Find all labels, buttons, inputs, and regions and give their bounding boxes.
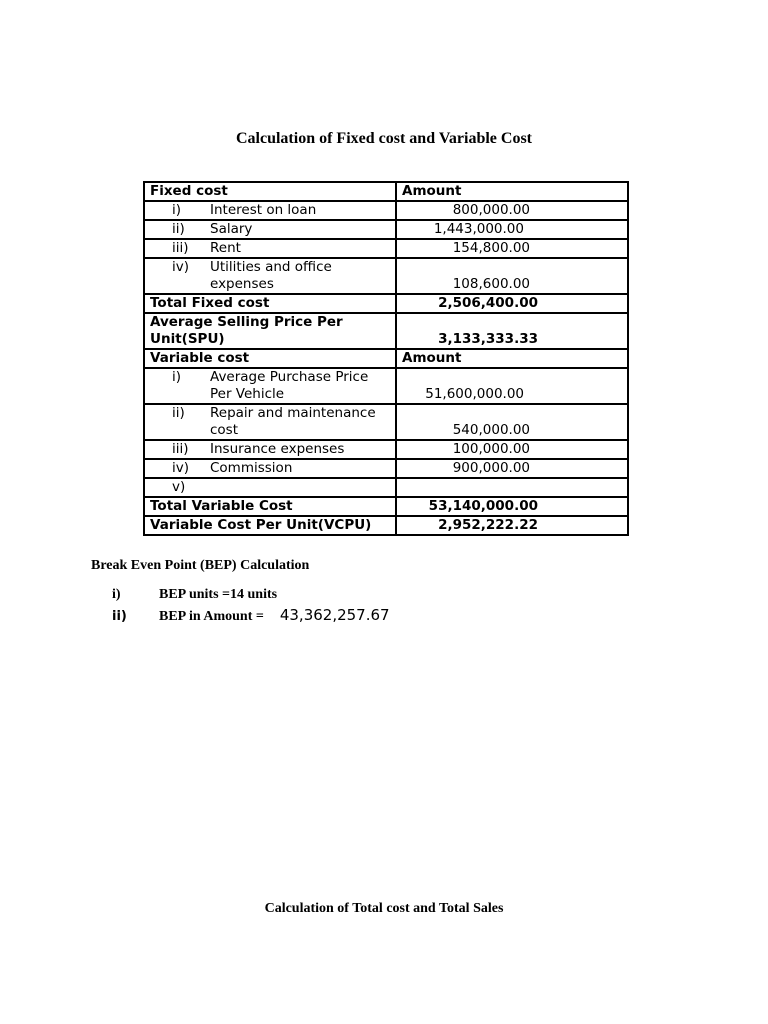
row-number: iv) xyxy=(172,460,190,476)
row-label: Interest on loan xyxy=(210,202,317,218)
total-fixed-label: Total Fixed cost xyxy=(144,294,396,313)
vcpu-row xyxy=(144,516,628,535)
row-amount: 100,000.00 xyxy=(396,440,628,459)
total-variable-amount: 53,140,000.00 xyxy=(396,497,628,516)
variable-cost-header: Variable cost xyxy=(144,349,396,368)
table-row xyxy=(144,201,628,220)
row-number: iv) xyxy=(172,259,190,275)
table-row xyxy=(144,440,628,459)
row-amount: 540,000.00 xyxy=(396,404,628,440)
cost-table xyxy=(143,181,629,536)
table-row xyxy=(144,220,628,239)
bep-item-number: i) xyxy=(112,587,121,602)
bep-units-text: BEP units =14 units xyxy=(159,587,278,602)
total-fixed-row xyxy=(144,294,628,313)
row-label: Utilities and office expenses xyxy=(210,259,332,292)
amount-header: Amount xyxy=(396,182,628,201)
row-number: iii) xyxy=(172,441,189,457)
bep-item-number: ii) xyxy=(112,609,127,624)
variable-header-row xyxy=(144,349,628,368)
row-number: i) xyxy=(172,369,182,385)
row-amount xyxy=(396,478,628,497)
row-label: Commission xyxy=(210,460,293,476)
row-amount: 800,000.00 xyxy=(396,201,628,220)
row-number: i) xyxy=(172,202,182,218)
spu-label: Average Selling Price Per Unit(SPU) xyxy=(144,313,396,349)
document-title: Calculation of Fixed cost and Variable Cost xyxy=(235,130,532,147)
fixed-cost-header: Fixed cost xyxy=(144,182,396,201)
row-label: Average Purchase Price Per Vehicle xyxy=(210,369,369,402)
total-variable-label: Total Variable Cost xyxy=(144,497,396,516)
row-label: Rent xyxy=(210,240,241,256)
section-title-total-cost: Calculation of Total cost and Total Sales xyxy=(264,901,504,916)
row-amount: 900,000.00 xyxy=(396,459,628,478)
bep-section-title: Break Even Point (BEP) Calculation xyxy=(91,558,310,573)
table-row xyxy=(144,478,628,497)
table-row xyxy=(144,459,628,478)
table-row xyxy=(144,404,628,440)
vcpu-label: Variable Cost Per Unit(VCPU) xyxy=(144,516,396,535)
row-number: iii) xyxy=(172,240,189,256)
row-number: ii) xyxy=(172,405,185,421)
table-row xyxy=(144,258,628,294)
row-label xyxy=(210,479,390,496)
total-fixed-amount: 2,506,400.00 xyxy=(396,294,628,313)
spu-row xyxy=(144,313,628,349)
bep-amount-value: 43,362,257.67 xyxy=(279,606,390,624)
row-number: ii) xyxy=(172,221,185,237)
vcpu-amount: 2,952,222.22 xyxy=(396,516,628,535)
table-row xyxy=(144,368,628,404)
row-label: Salary xyxy=(210,221,253,237)
table-header-row xyxy=(144,182,628,201)
table-row xyxy=(144,239,628,258)
row-label: Insurance expenses xyxy=(210,441,345,457)
row-amount: 1,443,000.00 xyxy=(396,220,628,239)
row-label: Repair and maintenance cost xyxy=(210,405,376,438)
total-variable-row xyxy=(144,497,628,516)
row-amount: 51,600,000.00 xyxy=(396,368,628,404)
spu-amount: 3,133,333.33 xyxy=(396,313,628,349)
row-amount: 154,800.00 xyxy=(396,239,628,258)
variable-amount-header: Amount xyxy=(396,349,628,368)
row-amount: 108,600.00 xyxy=(396,258,628,294)
bep-amount-line xyxy=(112,606,390,625)
row-number: v) xyxy=(172,479,186,495)
bep-units-line xyxy=(112,587,277,603)
bep-amount-text: BEP in Amount = xyxy=(159,609,264,624)
